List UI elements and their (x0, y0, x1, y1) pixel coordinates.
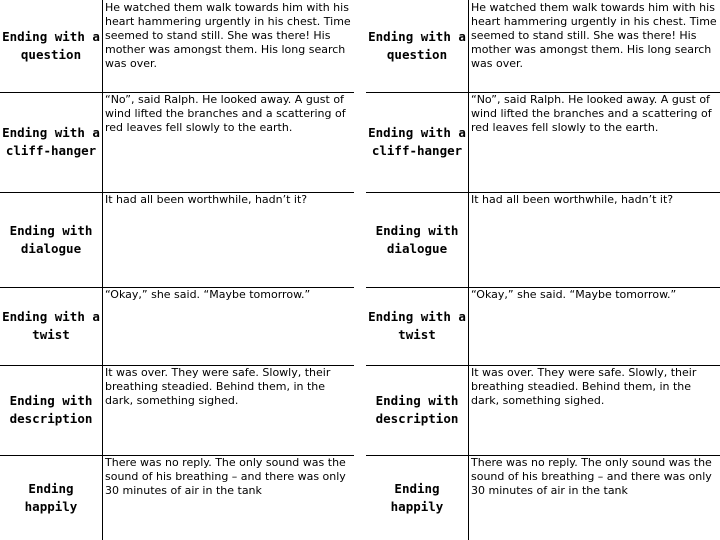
row-divider (366, 287, 720, 288)
row-divider (366, 92, 720, 93)
ending-type-label: Ending with description (375, 393, 459, 426)
ending-type-label: Ending with dialogue (375, 222, 459, 256)
row-divider (366, 455, 720, 456)
row-divider (0, 365, 354, 366)
left-card-row (0, 365, 354, 455)
ending-type-label: Ending with description (9, 393, 93, 426)
ending-example-text: He watched them walk towards him with his heart hammering urgently in his chest. Time seemed to stand still. She was there! His mother was amongst them. His long search was over. (102, 0, 354, 92)
ending-example-text: “Okay,” she said. “Maybe tomorrow.” (468, 287, 720, 365)
row-divider (0, 287, 354, 288)
ending-type-label: Ending with a twist (368, 309, 466, 342)
card-sheet-right (366, 0, 720, 540)
ending-type-label: Ending with a question (2, 29, 100, 62)
ending-example-text: He watched them walk towards him with his heart hammering urgently in his chest. Time seemed to stand still. She was there! His mother was amongst them. His long search was over. (468, 0, 720, 92)
left-card-row (0, 0, 354, 92)
ending-type-label: Ending with a cliff-hanger (368, 125, 466, 158)
row-divider (0, 92, 354, 93)
ending-example-text: There was no reply. The only sound was the sound of his breathing – and there was only 30 minutes of air in the tank (102, 455, 354, 540)
row-divider (0, 455, 354, 456)
left-card-row (0, 287, 354, 365)
right-card-row (366, 92, 720, 192)
ending-example-text: It had all been worthwhile, hadn’t it? (102, 192, 354, 287)
ending-type-label: Ending with a cliff-hanger (2, 125, 100, 158)
ending-type-label: Ending happily (390, 480, 444, 514)
ending-example-text: “Okay,” she said. “Maybe tomorrow.” (102, 287, 354, 365)
left-card-row (0, 455, 354, 540)
ending-example-text: It had all been worthwhile, hadn’t it? (468, 192, 720, 287)
right-card-row (366, 287, 720, 365)
right-card-row (366, 192, 720, 287)
ending-example-text: It was over. They were safe. Slowly, their breathing steadied. Behind them, in the dark, something sighed. (468, 365, 720, 455)
ending-example-text: There was no reply. The only sound was the sound of his breathing – and there was only 30 minutes of air in the tank (468, 455, 720, 540)
left-card-row (0, 192, 354, 287)
ending-type-label: Ending happily (24, 480, 78, 514)
row-divider (0, 192, 354, 193)
left-card-row (0, 92, 354, 192)
right-card-row (366, 0, 720, 92)
row-divider (366, 192, 720, 193)
ending-type-label: Ending with a twist (2, 309, 100, 342)
ending-example-text: It was over. They were safe. Slowly, their breathing steadied. Behind them, in the dark, something sighed. (102, 365, 354, 455)
card-sheet-left (0, 0, 354, 540)
right-card-row (366, 365, 720, 455)
ending-example-text: “No”, said Ralph. He looked away. A gust of wind lifted the branches and a scattering of red leaves fell slowly to the earth. (468, 92, 720, 192)
ending-type-label: Ending with dialogue (9, 222, 93, 256)
ending-type-label: Ending with a question (368, 29, 466, 62)
row-divider (366, 365, 720, 366)
right-card-row (366, 455, 720, 540)
ending-example-text: “No”, said Ralph. He looked away. A gust of wind lifted the branches and a scattering of red leaves fell slowly to the earth. (102, 92, 354, 192)
